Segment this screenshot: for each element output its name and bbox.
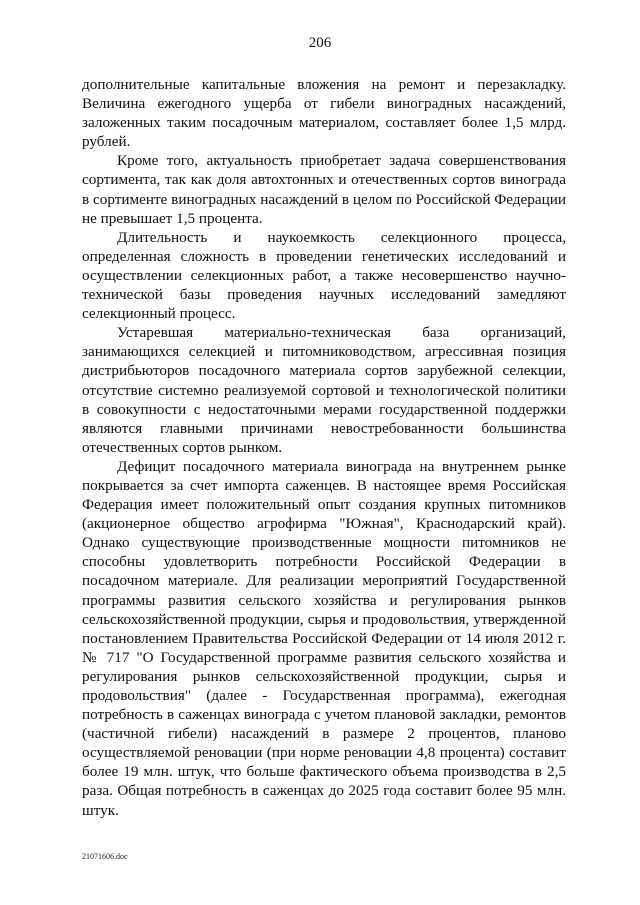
paragraph: Дефицит посадочного материала винограда на внутреннем рынке покрывается за счет импорта саженцев. В настоящее время Российская Федерация имеет положительный опыт создания крупных питомников (акционерное общество агрофирма "Южная", Краснодарский край). Однако существующие производственные мощности питомников не способны удовлетворить потребности Российской Федерации в посадочном материале. Для реализации мероприятий Государственной программы развития сельского хозяйства и регулирования рынков сельскохозяйственной продукции, сырья и продовольствия, утвержденной постановлением Правительства Российской Федерации от 14 июля 2012 г. № 717 "О Государственной программе развития сельского хозяйства и регулирования рынков сельскохозяйственной продукции, сырья и продовольствия" (далее - Государственная программа), ежегодная потребность в саженцах винограда с учетом плановой закладки, ремонтов (частичной гибели) насаждений в размере 2 процентов, планово осуществляемой реновации (при норме реновации 4,8 процента) составит более 19 млн. штук, что больше фактического объема производства в 2,5 раза. Общая потребность в саженцах до 2025 года составит более 95 млн. штук.	[82, 457, 566, 819]
document-body	[82, 75, 566, 820]
paragraph: дополнительные капитальные вложения на ремонт и перезакладку. Величина ежегодного ущерба от гибели виноградных насаждений, заложенных таким посадочным материалом, составляет более 1,5 млрд. рублей.	[82, 76, 566, 151]
paragraph: Кроме того, актуальность приобретает задача совершенствования сортимента, так как доля автохтонных и отечественных сортов винограда в сортименте виноградных насаждений в целом по Российской Федерации не превышает 1,5 процента.	[82, 152, 566, 227]
page-number: 206	[308, 35, 332, 51]
file-code: 21071606.doc	[82, 852, 128, 861]
paragraph: Длительность и наукоемкость селекционного процесса, определенная сложность в проведении генетических исследований и осуществлении селекционных работ, а также несовершенство научно-технической базы проведения научных исследований замедляют селекционный процесс.	[82, 228, 566, 323]
paragraph: Устаревшая материально-техническая база организаций, занимающихся селекцией и питомниководством, агрессивная позиция дистрибьюторов посадочного материала сортов зарубежной селекции, отсутствие системно реализуемой сортовой и технологической политики в совокупности с недостаточными мерами государственной поддержки являются главными причинами невостребованности большинства отечественных сортов рынком.	[82, 324, 566, 456]
